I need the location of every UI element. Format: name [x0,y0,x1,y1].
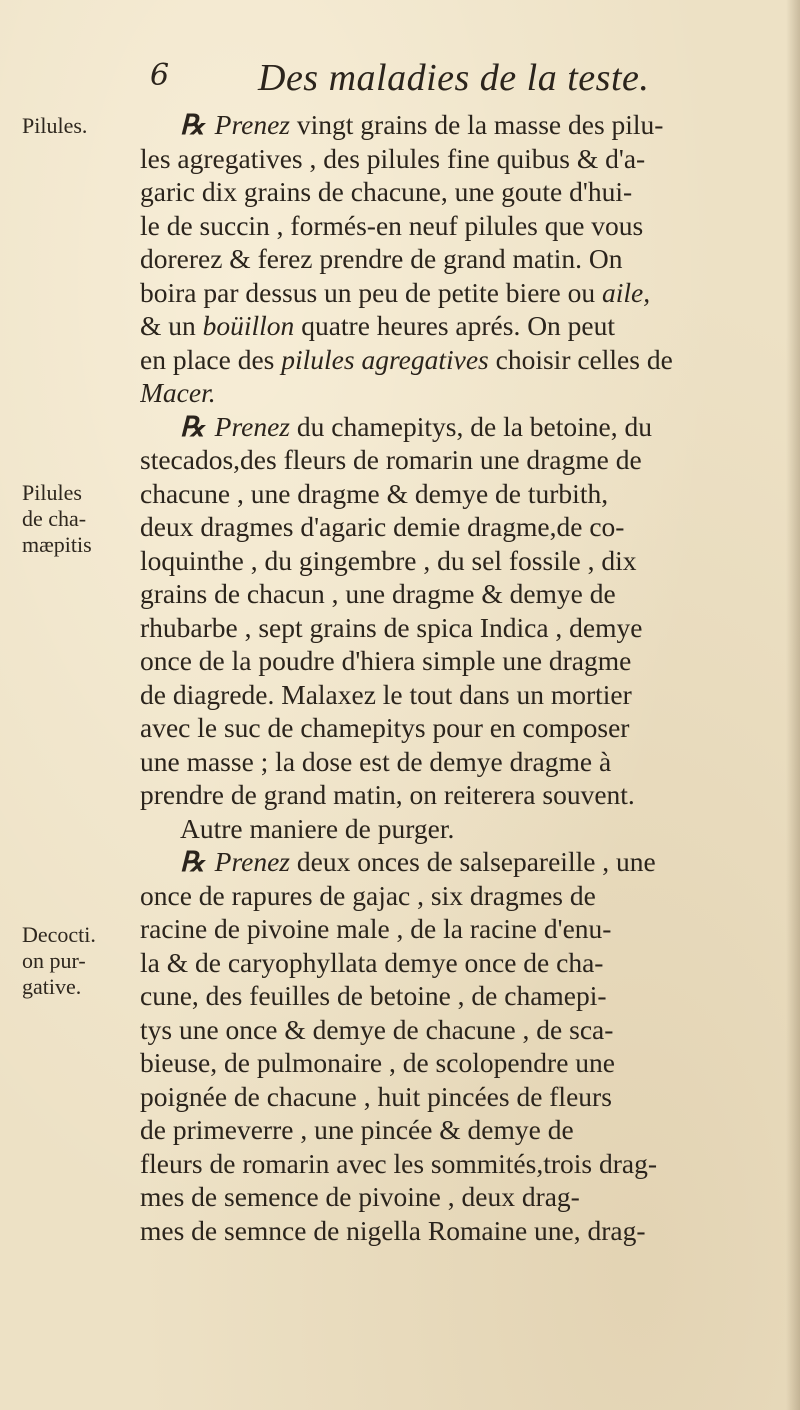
page-number: 6 [150,58,170,93]
italic-term: aile, [602,276,651,308]
line-text: du chamepitys, de la betoine, du [290,410,652,442]
text-line [140,611,790,645]
text-line [140,443,790,477]
line-text: les agregatives , des pilules fine quibus & d'a- [140,142,646,174]
recipe-symbol: ℞ [180,109,205,140]
line-text: cune, des feuilles de betoine , de chamepi- [140,980,607,1011]
text-line [140,1013,790,1047]
line-text: rhubarbe , sept grains de spica Indica , demye [140,611,643,643]
text-line [140,946,790,980]
margin-note-line: gative. [22,974,82,999]
text-line [140,979,790,1013]
line-text: une masse ; la dose est de demye dragme à [140,745,612,777]
margin-note-line: Pilules. [22,113,88,138]
italic-term: Macer. [140,377,216,408]
text-line [140,577,790,611]
text-line [140,510,790,544]
margin-note-line: on pur- [22,948,86,973]
line-text: la & de caryophyllata demye once de cha- [140,946,604,978]
line-text: dorerez & ferez prendre de grand matin. On [140,243,623,274]
line-text: de diagrede. Malaxez le tout dans un mortier [140,678,632,710]
text-line [140,711,790,745]
text-line [140,242,790,276]
line-text: le de succin , formés-en neuf pilules que vous [140,209,644,241]
text-line [140,175,790,209]
margin-note-line: Decocti. [22,922,96,947]
line-text: bieuse, de pulmonaire , de scolopendre une [140,1047,615,1078]
line-text: mes de semence de pivoine , deux drag- [140,1181,580,1212]
line-text: loquinthe , du gingembre , du sel fossile , dix [140,544,637,576]
line-text: avec le suc de chamepitys pour en composer [140,712,630,743]
line-text: Autre maniere de purger. [180,812,455,844]
text-line [140,912,790,946]
text-line [140,644,790,678]
line-text: quatre heures aprés. On peut [294,310,616,341]
text-line [140,209,790,243]
text-line [140,108,790,142]
page-header [150,58,710,102]
text-line [140,410,790,444]
line-text: grains de chacun , une dragme & demye de [140,578,616,609]
text-line [140,1046,790,1080]
text-line [140,678,790,712]
line-text: & un [140,310,203,341]
line-text: deux dragmes d'agaric demie dragme,de co- [140,511,625,542]
line-text: poignée de chacune , huit pincées de fleurs [140,1080,612,1112]
recipe-symbol: ℞ [180,410,205,442]
line-text: mes de semnce de nigella Romaine une, drag- [140,1214,646,1246]
text-line [140,343,790,377]
text-line [140,142,790,176]
margin-note-line: mæpitis [22,532,92,557]
prenez-word: Prenez [214,846,290,877]
line-text: deux onces de salsepareille , une [290,846,656,877]
line-text: boira par dessus un peu de petite biere ou [140,276,603,308]
line-text: stecados,des fleurs de romarin une dragme de [140,444,642,475]
margin-note-line: Pilules [22,480,82,505]
line-text: fleurs de romarin avec les sommités,trois drag- [140,1147,657,1179]
prenez-word: Prenez [214,109,290,140]
text-line [140,812,790,846]
text-line [140,1080,790,1114]
text-line [140,309,790,343]
text-line [140,1180,790,1214]
line-text: once de la poudre d'hiera simple une dragme [140,645,632,676]
margin-note-pilules-chamaepitis [22,480,142,558]
text-line [140,745,790,779]
line-text: prendre de grand matin, on reiterera souvent. [140,779,635,810]
text-line [140,376,790,410]
text-line [140,1113,790,1147]
text-line [140,778,790,812]
text-line [140,276,790,310]
margin-note-decoction [22,922,142,1000]
prenez-word: Prenez [214,410,290,442]
text-line [140,879,790,913]
margin-note-line: de cha- [22,506,87,531]
running-title: Des maladies de la teste. [258,57,650,99]
text-line [140,845,790,879]
body-text [140,108,790,1247]
line-text: de primeverre , une pincée & demye de [140,1114,574,1145]
line-text: tys une once & demye de chacune , de sca- [140,1013,614,1045]
line-text: garic dix grains de chacune, une goute d'hui- [140,176,633,207]
line-text: once de rapures de gajac , six dragmes de [140,879,596,911]
italic-term: boüillon [202,310,295,341]
recipe-symbol: ℞ [180,846,205,877]
line-text: en place des [140,343,282,375]
line-text: vingt grains de la masse des pilu- [290,109,664,140]
line-text: racine de pivoine male , de la racine d'enu- [140,913,612,944]
margin-note-pilules [22,113,142,139]
text-line [140,1147,790,1181]
italic-term: pilules agregatives [281,343,489,375]
text-line [140,544,790,578]
text-line [140,477,790,511]
line-text: choisir celles de [488,343,673,375]
text-line [140,1214,790,1248]
line-text: chacune , une dragme & demye de turbith, [140,477,609,509]
